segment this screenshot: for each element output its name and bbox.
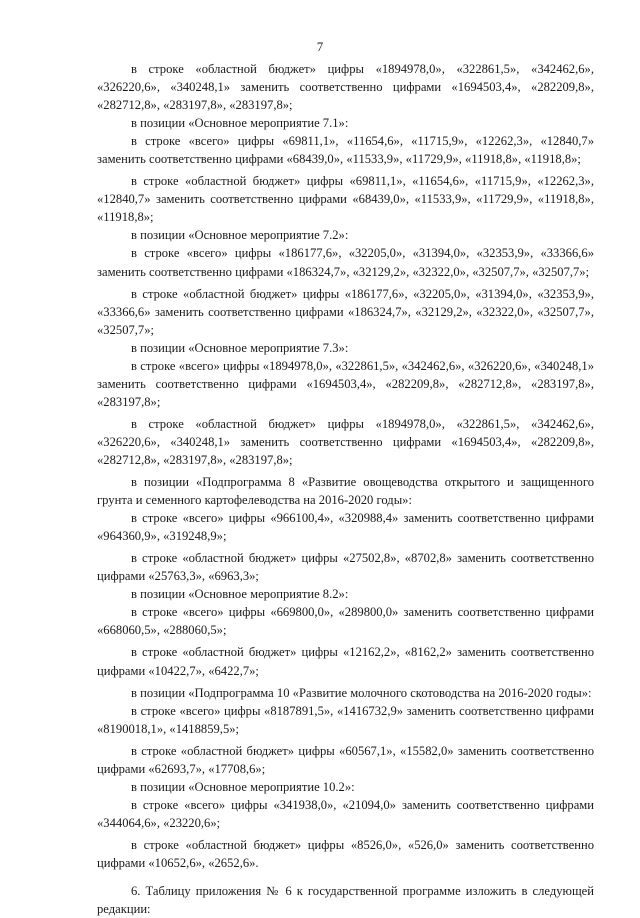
paragraph: в позиции «Основное мероприятие 10.2»: bbox=[131, 779, 355, 794]
paragraph: в строке «областной бюджет» цифры «69811,1», «11654,6», «11715,9», «12262,3», «12840,7» заменить соответственно цифрами «68439,0», «11533,9», «11729,9», «11918,8», «11918,8»; bbox=[97, 174, 594, 225]
paragraph: в позиции «Основное мероприятие 7.2»: bbox=[131, 228, 349, 243]
paragraph: в строке «всего» цифры «8187891,5», «1416732,9» заменить соответственно цифрами «8190018,1», «1418859,5»; bbox=[97, 703, 594, 736]
paragraph: в позиции «Основное мероприятие 7.3»: bbox=[131, 340, 349, 355]
document-body bbox=[97, 60, 594, 918]
paragraph: в строке «областной бюджет» цифры «27502,8», «8702,8» заменить соответственно цифрами «25763,3», «6963,3»; bbox=[97, 551, 594, 584]
paragraph: в строке «всего» цифры «69811,1», «11654,6», «11715,9», «12262,3», «12840,7» заменить соответственно цифрами «68439,0», «11533,9», «11729,9», «11918,8», «11918,8»; bbox=[97, 134, 594, 167]
paragraph: в строке «всего» цифры «669800,0», «289800,0» заменить соответственно цифрами «668060,5», «288060,5»; bbox=[97, 605, 594, 638]
paragraph: в позиции «Подпрограмма 10 «Развитие молочного скотоводства на 2016-2020 годы»: bbox=[131, 685, 592, 700]
paragraph: в строке «областной бюджет» цифры «8526,0», «526,0» заменить соответственно цифрами «10652,6», «2652,6». bbox=[97, 837, 594, 870]
paragraph: в строке «областной бюджет» цифры «1894978,0», «322861,5», «342462,6», «326220,6», «340248,1» заменить соответственно цифрами «1694503,4», «282209,8», «282712,8», «283197,8», «283197,8»; bbox=[97, 416, 594, 467]
paragraph: в строке «всего» цифры «1894978,0», «322861,5», «342462,6», «326220,6», «340248,1» заменить соответственно цифрами «1694503,4», «282209,8», «282712,8», «283197,8», «283197,8»; bbox=[97, 358, 594, 409]
paragraph: 6. Таблицу приложения № 6 к государственной программе изложить в следующей редакции: bbox=[97, 884, 594, 917]
paragraph: в строке «областной бюджет» цифры «60567,1», «15582,0» заменить соответственно цифрами «62693,7», «17708,6»; bbox=[97, 743, 594, 776]
paragraph: в строке «всего» цифры «966100,4», «320988,4» заменить соответственно цифрами «964360,9», «319248,9»; bbox=[97, 511, 594, 544]
paragraph: в строке «областной бюджет» цифры «1894978,0», «322861,5», «342462,6», «326220,6», «340248,1» заменить соответственно цифрами «1694503,4», «282209,8», «282712,8», «283197,8», «283197,8»; bbox=[97, 62, 594, 113]
page-number: 7 bbox=[316, 40, 324, 54]
paragraph: в позиции «Основное мероприятие 8.2»: bbox=[131, 587, 349, 602]
paragraph: в строке «областной бюджет» цифры «186177,6», «32205,0», «31394,0», «32353,9», «33366,6» заменить соответственно цифрами «186324,7», «32129,2», «32322,0», «32507,7», «32507,7»; bbox=[97, 286, 594, 337]
paragraph: в строке «всего» цифры «341938,0», «21094,0» заменить соответственно цифрами «344064,6», «23220,6»; bbox=[97, 797, 594, 830]
paragraph: в строке «областной бюджет» цифры «12162,2», «8162,2» заменить соответственно цифрами «10422,7», «6422,7»; bbox=[97, 645, 594, 678]
paragraph: в позиции «Основное мероприятие 7.1»: bbox=[131, 116, 349, 131]
paragraph: в строке «всего» цифры «186177,6», «32205,0», «31394,0», «32353,9», «33366,6» заменить соответственно цифрами «186324,7», «32129,2», «32322,0», «32507,7», «32507,7»; bbox=[97, 246, 594, 279]
paragraph: в позиции «Подпрограмма 8 «Развитие овощеводства открытого и защищенного грунта и семенного картофелеводства на 2016-2020 годы»: bbox=[97, 475, 594, 508]
